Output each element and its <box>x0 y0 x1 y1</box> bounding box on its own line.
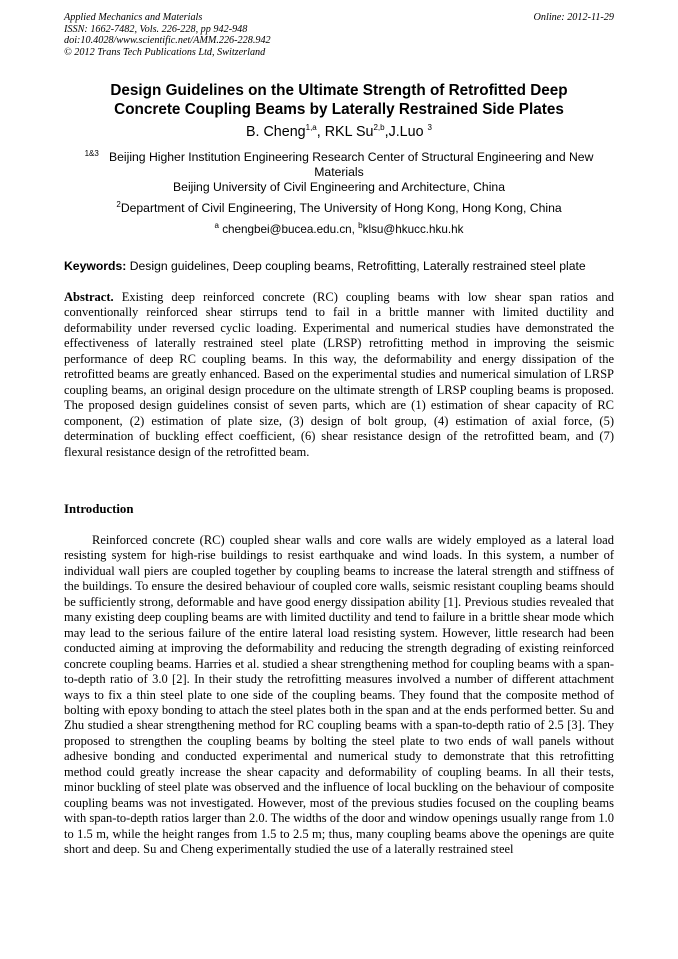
affiliation-1-line-2: Materials <box>314 165 364 179</box>
paper-title <box>64 81 614 119</box>
email-marker: a <box>214 221 219 231</box>
author-superscript: 2,b <box>373 123 385 133</box>
section-heading-introduction: Introduction <box>64 502 134 516</box>
issn-line: ISSN: 1662-7482, Vols. 226-228, pp 942-948 <box>64 23 248 35</box>
abstract-label: Abstract. <box>64 290 114 304</box>
author-emails <box>64 222 614 237</box>
email-marker: b <box>358 221 363 231</box>
affiliation-marker: 2 <box>116 199 121 209</box>
journal-name: Applied Mechanics and Materials <box>64 12 203 23</box>
online-date: Online: 2012-11-29 <box>533 12 614 23</box>
keywords-label: Keywords: <box>64 259 127 273</box>
affiliation-2-text: Department of Civil Engineering, The University of Hong Kong, Hong Kong, China <box>120 201 562 215</box>
email-b: klsu@hkucc.hku.hk <box>362 223 464 236</box>
author-name: J.Luo <box>388 124 424 140</box>
introduction-paragraph: Reinforced concrete (RC) coupled shear walls and core walls are widely employed as a lateral load resisting system for high-rise buildings to resist earthquake and wind loads. In this system, a number of individual wall piers are coupled together by coupling beams to increase the lateral strength and stiffness of the buildings. To ensure the desired behaviour of coupled core walls, seismic resistant coupling beams should be sufficiently strong, deformable and have good energy dissipation ability [1]. Previous studies revealed that many existing deep coupling beams are with limited ductility and tend to failure in a brittle shear mode which may lead to the serious failure of the entire lateral load resisting system. However, little research had been conducted aiming at improving the deformability and reducing the strength degrading of existing reinforced concrete coupling beams. Harries et al. studied a shear strengthening method for coupling beams with a span-to-depth ratio of 3.0 [2]. In their study the retrofitting measures involved a number of different attachment ways to fix a thin steel plate to one side of the coupling beams. They found that the composite method of bolting with epoxy bonding to attach the steel plates both in the span and at the ends performed better. Su and Zhu studied a shear strengthening method for RC coupling beams with a span-to-depth ratio of 2.5 [3]. They proposed to strengthen the coupling beams by bolting the steel plate to two ends of wall panels without adhesive bonding and conducted experimental and numerical study to demonstrate that this retrofitting method could greatly increase the shear capacity and deformability of coupling beams. In all their tests, minor buckling of steel plate was observed and the influence of local buckling on the behaviour of composite coupling beams was not investigated. However, most of the previous studies focused on the coupling beams with span-to-depth ratios larger than 2.0. The widths of the door and window openings usually range from 1.0 to 1.5 m, while the height ranges from 1.5 to 2.5 m; thus, many coupling beams above the openings are quite short and deep. Su and Cheng experimentally studied the use of a laterally restrained steel <box>64 533 614 857</box>
author-name: B. Cheng <box>246 124 306 140</box>
title-line-2: Concrete Coupling Beams by Laterally Restrained Side Plates <box>114 101 564 118</box>
author-superscript: 3 <box>427 123 432 133</box>
journal-header <box>64 12 271 58</box>
affiliation-marker: 1&3 <box>84 148 99 158</box>
email-a: chengbei@bucea.edu.cn, <box>222 223 355 236</box>
doi-line: doi:10.4028/www.scientific.net/AMM.226-228.942 <box>64 35 271 47</box>
copyright-line: © 2012 Trans Tech Publications Ltd, Switzerland <box>64 46 266 58</box>
abstract <box>64 290 614 460</box>
affiliation-2 <box>64 201 614 216</box>
title-line-1: Design Guidelines on the Ultimate Strength of Retrofitted Deep <box>110 82 568 99</box>
author-name: RKL Su <box>324 124 374 140</box>
affiliation-1-line-3: Beijing University of Civil Engineering and Architecture, China <box>173 180 505 194</box>
author-list: B. Cheng$^{1,a}$, RKL Su$^{2,b}$,J.Luo $^3$ <box>246 123 432 140</box>
affiliation-1 <box>64 150 614 195</box>
abstract-text: Existing deep reinforced concrete (RC) coupling beams with low shear span ratios and conventionally reinforced shear stirrups tend to fail in a brittle manner with limited ductility and deformability under reversed cyclic loading. Experimental and numerical studies have demonstrated the effectiveness of laterally restrained steel plate (LRSP) retrofitting method in improving the seismic performance of deep RC coupling beams. In this way, the deformability and energy dissipation of the retrofitted beams are greatly enhanced. Based on the experimental studies and numerical simulation of LRSP coupling beams, an original design procedure on the ultimate strength of LRSP coupling beams is proposed. The proposed design guidelines consist of seven parts, which are (1) estimation of shear capacity of RC component, (2) estimation of plate size, (3) design of bolt group, (4) estimation of axial force, (5) determination of buckling effect coefficient, (6) shear resistance design of the retrofitted beam, and (7) flexural resistance design of the retrofitted beam. <box>64 290 615 459</box>
keywords-text: Design guidelines, Deep coupling beams, Retrofitting, Laterally restrained steel plate <box>129 259 586 273</box>
affiliation-1-line-1: Beijing Higher Institution Engineering Research Center of Structural Engineering and New <box>109 150 594 164</box>
author-superscript: 1,a <box>305 123 317 133</box>
keywords <box>64 259 624 274</box>
